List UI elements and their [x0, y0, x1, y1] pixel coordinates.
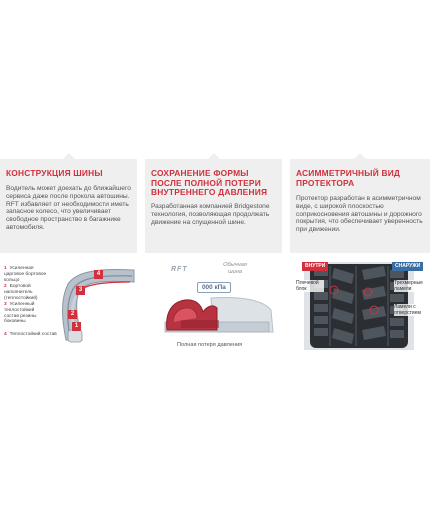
- outside-tag: СНАРУЖИ: [392, 262, 423, 271]
- panel-notch: [63, 153, 75, 159]
- construction-marker: 4: [94, 270, 103, 279]
- tire-construction-illustration: [0, 258, 140, 348]
- shoulder-block-label: Плечевой блок: [296, 280, 324, 292]
- asymmetric-tread-title: АСИММЕТРИЧНЫЙ ВИД ПРОТЕКТОРА: [296, 168, 401, 188]
- shape-retention-title: СОХРАНЕНИЕ ФОРМЫ ПОСЛЕ ПОЛНОЙ ПОТЕРИ ВНУТРЕННЕГО ДАВЛЕНИЯ: [151, 168, 268, 198]
- normal-tire-label: Обычная шина: [223, 262, 247, 275]
- construction-panel: [0, 159, 137, 253]
- asymmetric-tread-description: Протектор разработан в асимметричном виде, с широкой плоскостью соприкосновения автошины и дорожного покрытия, что обеспечивает уверенность при движении.: [296, 195, 423, 234]
- legend-item: 3 Усиленный теплостойкий состав резины боковины: [4, 302, 37, 325]
- panel-notch: [354, 153, 366, 159]
- construction-marker: 2: [68, 310, 77, 319]
- inside-tag: ВНУТРИ: [302, 262, 328, 271]
- flat-tire-graphic: [151, 292, 279, 336]
- shape-retention-panel: [145, 159, 282, 253]
- pressure-loss-caption: Полная потеря давления: [177, 342, 243, 348]
- pressure-readout: 000 кПа: [197, 282, 231, 293]
- construction-marker: 3: [76, 286, 85, 295]
- run-flat-illustration: [145, 258, 282, 354]
- construction-marker: 1: [72, 322, 81, 331]
- panel-notch: [208, 153, 220, 159]
- tread-illustration: [290, 258, 430, 354]
- legend-item: 1 Усиленная царговое бортовое кольцо: [4, 266, 47, 283]
- legend-item: 4 Теплостойкий состав: [4, 332, 57, 337]
- construction-title: КОНСТРУКЦИЯ ШИНЫ: [6, 168, 103, 178]
- legend-item: 2 Бортовой наполнитель (теплостойкий): [4, 284, 38, 301]
- construction-description: Водитель может доехать до ближайшего сервиса даже после прокола автошины. RFT избавляет от необходимости иметь запасное колесо, что увеличивает свободное пространство в багажнике автомобиля.: [6, 185, 131, 231]
- asymmetric-tread-panel: [290, 159, 430, 253]
- 3d-sipes-label: Трехмерные ламели: [394, 280, 428, 292]
- shape-retention-description: Разработанная компанией Bridgestone технология, позволяющая продолжать движение на спущенной шине.: [151, 203, 270, 226]
- rft-logo: RFT: [171, 266, 188, 273]
- hole-sipes-label: Ламели с отверстием: [394, 304, 428, 316]
